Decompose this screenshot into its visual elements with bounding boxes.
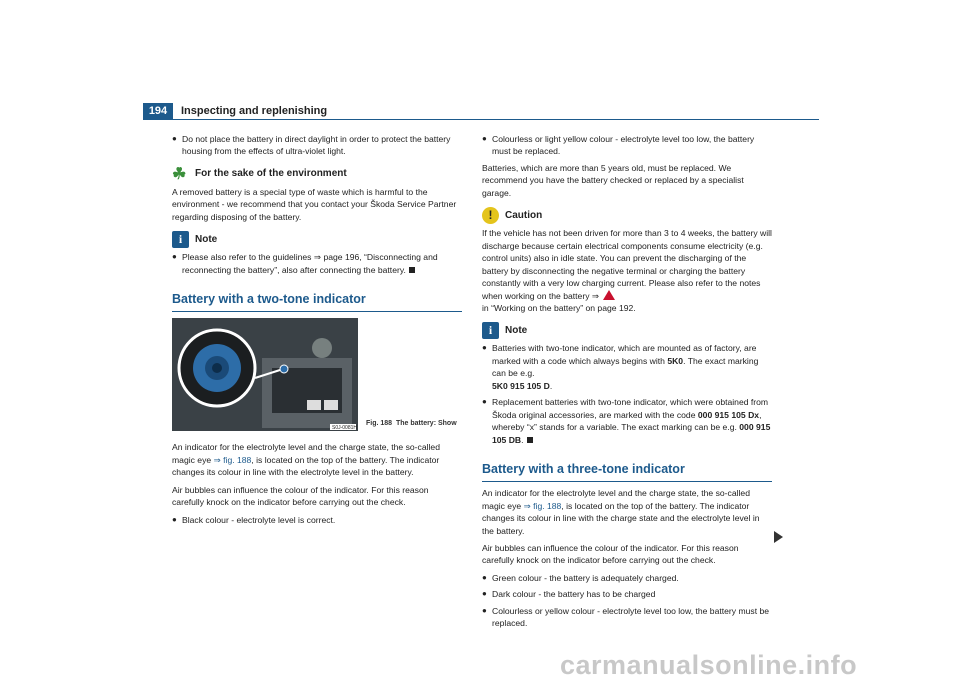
figure-caption-label: Fig. 188	[366, 420, 393, 428]
note-bullet-replacement	[482, 396, 772, 446]
bullet-dark: ● Dark colour - the battery has to be charged	[482, 588, 772, 600]
bullet-black-colour: ● Black colour - electrolyte level is correct.	[172, 514, 462, 526]
watermark: carmanualsonline.info	[560, 650, 858, 680]
air-bubbles-paragraph: Air bubbles can influence the colour of the indicator. For this reason carefully knock on the indicator before carrying out the check.	[172, 484, 429, 508]
note-b1-text-b: . The exact marking can be e.g.	[492, 355, 759, 379]
bullet-daylight: ● Do not place the battery in direct daylight in order to protect the battery housing from the effects of ultra-violet light.	[172, 133, 462, 158]
section-title-three-tone: Battery with a three-tone indicator	[482, 460, 772, 482]
bullet-green: ● Green colour - the battery is adequately charged.	[482, 572, 772, 584]
battery-photo	[172, 318, 358, 431]
old-batteries-paragraph: Batteries, which are more than 5 years old, must be replaced. We recommend you have the battery checked or replaced by a specialist garage.	[482, 162, 744, 198]
figure-188	[172, 318, 462, 431]
magic-eye-text-b: , is located on the top of the battery. The indicator changes its colour in line with the electrolyte level in the battery.	[172, 454, 440, 478]
caution-icon: !	[482, 207, 499, 224]
header-rule	[143, 119, 819, 120]
note-b2-text-c: .	[521, 434, 524, 445]
figure-caption	[366, 419, 457, 429]
note-b2-text-b: , whereby “x” stands for a variable. The exact marking can be e.g.	[492, 409, 762, 433]
bullet-colourless-yellow: ● Colourless or yellow colour - electrolyte level too low, the battery must be replaced.	[482, 605, 772, 630]
note-b2-text-a: Replacement batteries with two-tone indicator, which were obtained from Škoda original accessories, are marked with the code	[492, 397, 769, 420]
magic-eye-text-a: An indicator for the electrolyte level and the charge state, the so-called magic eye	[172, 442, 440, 465]
air-bubbles-paragraph-right: Air bubbles can influence the colour of the indicator. For this reason carefully knock on the indicator before carrying out the check.	[482, 543, 739, 566]
note-b1-text-a: Batteries with two-tone indicator, which are mounted as of factory, are marked with a code which always begins with	[492, 343, 757, 366]
note-heading-text: Note	[195, 233, 218, 245]
code-5k0: 5K0	[667, 355, 684, 366]
note-b1-text-c: .	[549, 380, 553, 391]
right-column	[482, 133, 772, 634]
three-tone-paragraph	[482, 487, 772, 537]
note-bullet	[172, 251, 462, 276]
caution-text-b: in “Working on the battery” on page 192.	[482, 302, 636, 313]
code-000-915-105-dx: 000 915 105 Dx	[697, 409, 760, 420]
left-column	[172, 133, 462, 530]
three-tone-text-b: , is located on the top of the battery. The indicator changes its colour in line with the charge state and the electrolyte level in the battery.	[482, 500, 760, 536]
end-mark-icon	[527, 437, 533, 443]
info-icon: i	[482, 322, 499, 339]
fig-188-link[interactable]: ⇒ fig. 188	[213, 454, 252, 465]
fig-188-link-right[interactable]: ⇒ fig. 188	[523, 500, 562, 511]
magic-eye-paragraph	[172, 441, 462, 478]
chapter-title: Inspecting and replenishing	[181, 105, 328, 117]
caution-heading	[482, 207, 772, 224]
section-title-two-tone: Battery with a two-tone indicator	[172, 290, 462, 312]
page-header	[143, 103, 819, 119]
environment-heading	[172, 166, 462, 183]
next-page-arrow-icon[interactable]	[774, 531, 783, 543]
bullet-colourless: ● Colourless or light yellow colour - electrolyte level too low, the battery must be replaced.	[482, 133, 772, 158]
end-mark-icon	[409, 267, 415, 273]
figure-caption-text: The battery: Show	[395, 420, 457, 428]
note-heading	[172, 231, 462, 248]
warning-triangle-icon	[603, 290, 615, 300]
caution-heading-text: Caution	[505, 209, 543, 221]
battery-illustration	[172, 318, 358, 431]
code-5k0-915-105-d: 5K0 915 105 D	[492, 380, 550, 391]
figure-code: S0J-0081H	[332, 425, 358, 432]
note-heading-right	[482, 322, 772, 339]
code-000-915-105-db: 000 915 105 DB	[492, 422, 771, 445]
note-heading-right-text: Note	[505, 324, 528, 336]
leaf-icon: ☘	[172, 165, 187, 183]
environment-text: A removed battery is a special type of waste which is harmful to the environment - we recommend that you contact your Škoda Service Partner regarding disposing of the battery.	[172, 186, 457, 222]
info-icon: i	[172, 231, 189, 248]
note-bullet-text: Please also refer to the guidelines ⇒ page 196, “Disconnecting and reconnecting the battery”, also after connecting the battery.	[182, 252, 438, 275]
three-tone-text-a: An indicator for the electrolyte level and the charge state, the so-called magic eye	[482, 488, 750, 511]
environment-heading-text: For the sake of the environment	[195, 168, 347, 180]
caution-text	[482, 227, 772, 314]
note-bullet-factory	[482, 342, 772, 392]
page-number: 194	[143, 103, 173, 119]
caution-text-a: If the vehicle has not been driven for more than 3 to 4 weeks, the battery will discharge because certain electrical components consume electricity (e.g. control units) also in idle state. You can prevent the discharging of the battery by disconnecting the negative terminal or charging the battery constantly with a very low charging current. Please also refer to the notes when working on the battery ⇒	[482, 228, 772, 301]
